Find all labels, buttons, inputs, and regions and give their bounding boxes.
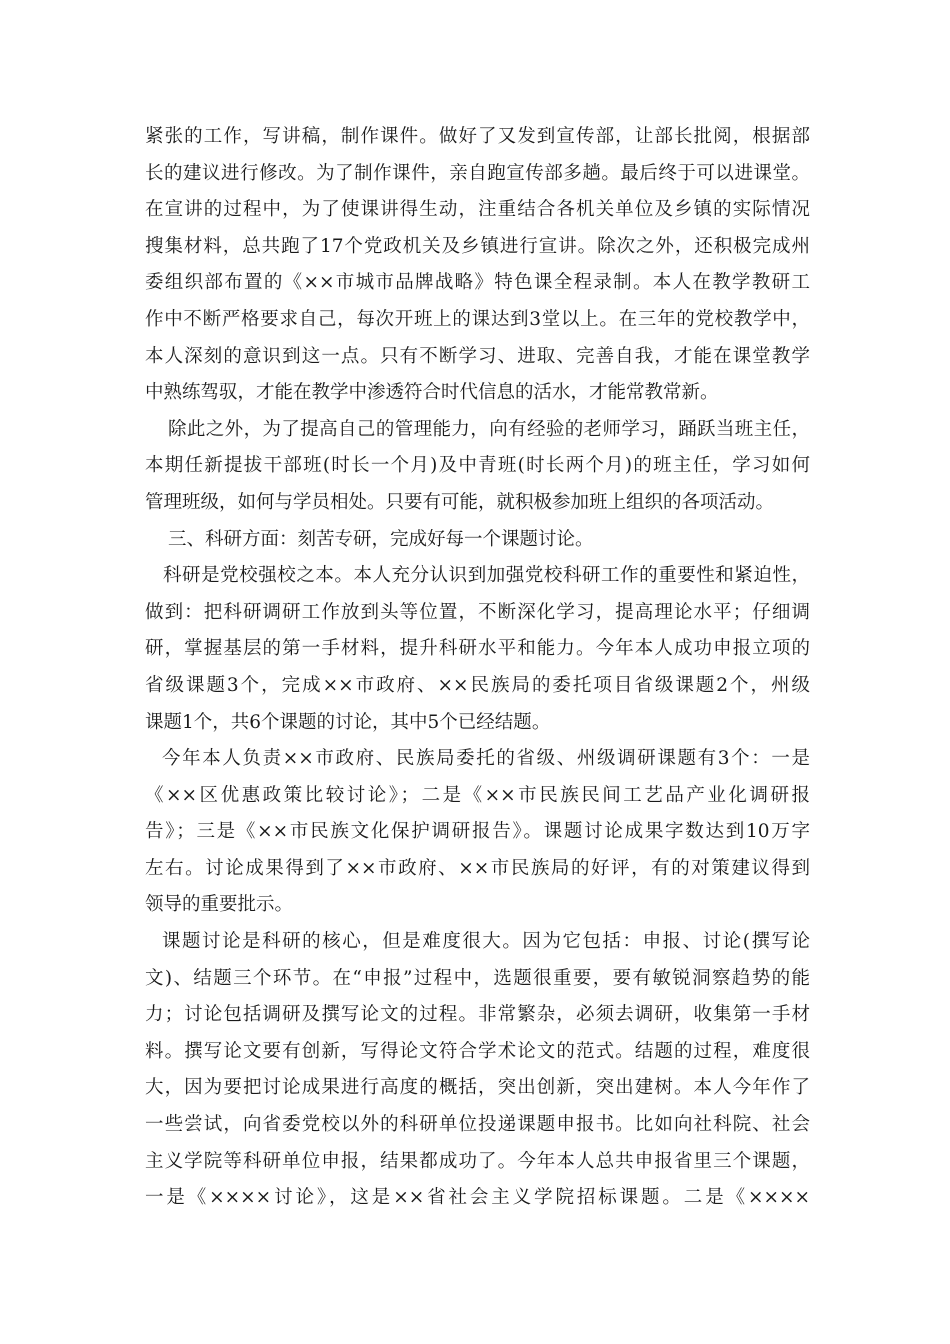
text-line: 告》；三是《××市民族文化保护调研报告》。课题讨论成果字数达到10万字	[145, 821, 810, 843]
text-line: 中熟练驾驭，才能在教学中渗透符合时代信息的活水，才能常教常新。	[145, 382, 719, 404]
text-line: 紧张的工作，写讲稿，制作课件。做好了又发到宣传部，让部长批阅，根据部	[145, 126, 810, 147]
text-line: 委组织部布置的《××市城市品牌战略》特色课全程录制。本人在教学教研工	[145, 272, 810, 294]
text-line: 在宣讲的过程中，为了使课讲得生动，注重结合各机关单位及乡镇的实际情况	[145, 199, 810, 221]
text-line: 除此之外，为了提高自己的管理能力，向有经验的老师学习，踊跃当班主任，	[168, 418, 810, 440]
text-line: 大，因为要把讨论成果进行高度的概括，突出创新，突出建树。本人今年作了	[145, 1077, 810, 1099]
text-line: 作中不断严格要求自己，每次开班上的课达到3堂以上。在三年的党校教学中，	[145, 308, 810, 330]
text-line: 本人深刻的意识到这一点。只有不断学习、进取、完善自我，才能在课堂教学	[145, 345, 810, 367]
text-line: 研，掌握基层的第一手材料，提升科研水平和能力。今年本人成功申报立项的	[145, 638, 810, 660]
text-line: 主义学院等科研单位申报，结果都成功了。今年本人总共申报省里三个课题，	[145, 1150, 810, 1172]
text-line: 今年本人负责××市政府、民族局委托的省级、州级调研课题有3个：一是	[162, 748, 810, 770]
text-line: 省级课题3个，完成××市政府、××民族局的委托项目省级课题2个，州级	[145, 674, 810, 696]
text-line: 料。撰写论文要有创新，写得论文符合学术论文的范式。结题的过程，难度很	[145, 1040, 810, 1062]
text-line: 课题讨论是科研的核心，但是难度很大。因为它包括：申报、讨论(撰写论	[162, 931, 810, 953]
document-body	[145, 119, 810, 1217]
text-line: 文)、结题三个环节。在“申报”过程中，选题很重要，要有敏锐洞察趋势的能	[145, 967, 810, 989]
section-heading: 三、科研方面：刻苦专研，完成好每一个课题讨论。	[168, 528, 594, 550]
text-line: 一是《××××讨论》，这是××省社会主义学院招标课题。二是《××××	[145, 1187, 810, 1209]
text-line: 科研是党校强校之本。本人充分认识到加强党校科研工作的重要性和紧迫性，	[163, 565, 810, 587]
text-line: 做到：把科研调研工作放到头等位置，不断深化学习，提高理论水平；仔细调	[145, 601, 810, 623]
text-line: 搜集材料，总共跑了17个党政机关及乡镇进行宣讲。除次之外，还积极完成州	[145, 235, 810, 257]
text-line: 领导的重要批示。	[145, 894, 294, 916]
text-line: 一些尝试，向省委党校以外的科研单位投递课题申报书。比如向社科院、社会	[145, 1114, 810, 1136]
text-line: 本期任新提拔干部班(时长一个月)及中青班(时长两个月)的班主任，学习如何	[145, 455, 810, 477]
text-line: 《××区优惠政策比较讨论》；二是《××市民族民间工艺品产业化调研报	[145, 784, 810, 806]
text-line: 管理班级，如何与学员相处。只要有可能，就积极参加班上组织的各项活动。	[145, 491, 775, 513]
text-line: 左右。讨论成果得到了××市政府、××市民族局的好评，有的对策建议得到	[145, 857, 810, 879]
text-line: 长的建议进行修改。为了制作课件，亲自跑宣传部多趟。最后终于可以进课堂。	[145, 162, 810, 184]
text-line: 力；讨论包括调研及撰写论文的过程。非常繁杂，必须去调研，收集第一手材	[145, 1004, 810, 1026]
text-line: 课题1个，共6个课题的讨论，其中5个已经结题。	[145, 711, 551, 733]
